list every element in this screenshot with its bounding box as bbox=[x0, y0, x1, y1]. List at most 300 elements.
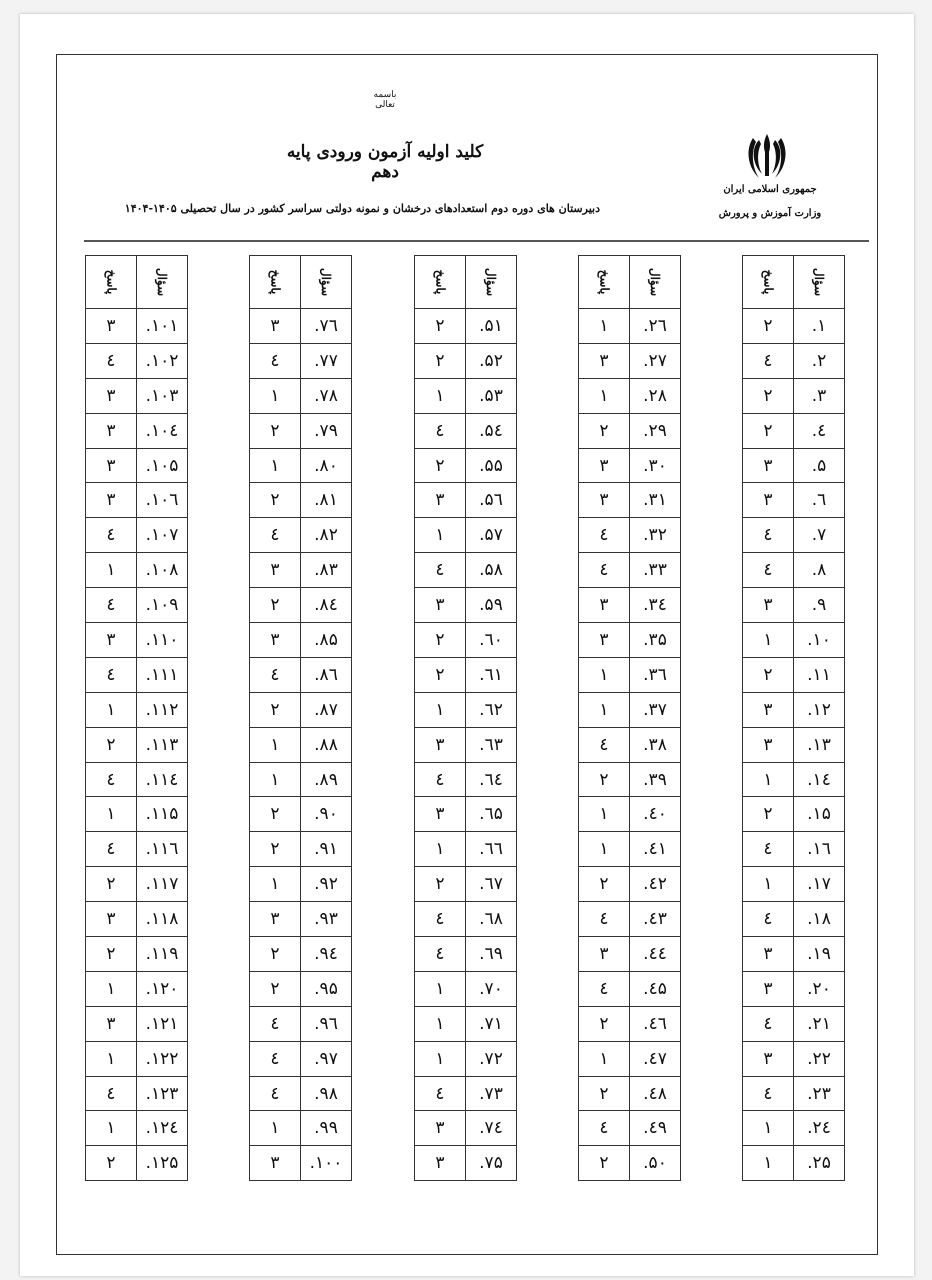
table-row bbox=[579, 832, 681, 867]
answer-cell: ٤ bbox=[415, 553, 466, 588]
answer-cell: ۳ bbox=[250, 309, 301, 344]
answer-cell: ٤ bbox=[743, 1076, 794, 1111]
answer-cell: ۳ bbox=[415, 483, 466, 518]
answer-cell: ۱ bbox=[743, 867, 794, 902]
answer-column-header bbox=[86, 256, 137, 309]
answer-cell: ٤ bbox=[415, 1076, 466, 1111]
table-row bbox=[579, 797, 681, 832]
question-number-cell: .۸٤ bbox=[301, 588, 352, 623]
answer-cell: ٤ bbox=[579, 902, 630, 937]
bismillah-text: باسمه تعالی bbox=[373, 90, 397, 110]
table-row bbox=[415, 553, 517, 588]
answer-cell: ۲ bbox=[250, 413, 301, 448]
table-row bbox=[579, 1041, 681, 1076]
question-number-cell: .۸۷ bbox=[301, 692, 352, 727]
table-row bbox=[86, 588, 188, 623]
table-row bbox=[579, 937, 681, 972]
answer-cell: ٤ bbox=[743, 518, 794, 553]
question-number-cell: .۵۳ bbox=[466, 378, 517, 413]
answer-cell: ۲ bbox=[250, 483, 301, 518]
answer-cell: ۱ bbox=[415, 832, 466, 867]
table-row bbox=[250, 937, 352, 972]
table-row bbox=[415, 727, 517, 762]
table-row bbox=[415, 937, 517, 972]
table-row bbox=[86, 797, 188, 832]
table-row bbox=[579, 692, 681, 727]
answer-cell: ۱ bbox=[743, 1111, 794, 1146]
question-number-cell: .۵۲ bbox=[466, 343, 517, 378]
table-row bbox=[86, 623, 188, 658]
question-number-cell: .۹۷ bbox=[301, 1041, 352, 1076]
table-row bbox=[86, 902, 188, 937]
table-row bbox=[250, 727, 352, 762]
answer-cell: ۳ bbox=[743, 483, 794, 518]
answer-cell: ۲ bbox=[743, 378, 794, 413]
answer-header-label: پاسخ bbox=[267, 269, 282, 295]
answer-cell: ۱ bbox=[86, 1111, 137, 1146]
table-row bbox=[250, 902, 352, 937]
answer-cell: ۳ bbox=[250, 1146, 301, 1181]
answer-cell: ٤ bbox=[579, 1111, 630, 1146]
answer-cell: ٤ bbox=[250, 657, 301, 692]
answer-cell: ۱ bbox=[86, 971, 137, 1006]
table-row bbox=[250, 1111, 352, 1146]
answer-cell: ۱ bbox=[250, 448, 301, 483]
question-header-label: سؤال bbox=[648, 267, 662, 297]
question-number-cell: .۱۵ bbox=[794, 797, 845, 832]
question-number-cell: .۱۲۰ bbox=[137, 971, 188, 1006]
table-row bbox=[743, 343, 845, 378]
table-row bbox=[250, 623, 352, 658]
question-number-cell: .۳۷ bbox=[630, 692, 681, 727]
document-page bbox=[20, 14, 914, 1276]
question-number-cell: .۳ bbox=[794, 378, 845, 413]
answer-cell: ۱ bbox=[250, 762, 301, 797]
question-header-label: سؤال bbox=[484, 267, 498, 297]
answer-cell: ۱ bbox=[579, 797, 630, 832]
answer-cell: ۲ bbox=[415, 343, 466, 378]
answer-cell: ۲ bbox=[579, 1076, 630, 1111]
answer-cell: ۲ bbox=[250, 692, 301, 727]
answer-cell: ۳ bbox=[579, 623, 630, 658]
table-row bbox=[579, 1111, 681, 1146]
answer-cell: ۲ bbox=[86, 727, 137, 762]
table-row bbox=[415, 588, 517, 623]
answer-cell: ۲ bbox=[743, 657, 794, 692]
answer-cell: ۱ bbox=[579, 832, 630, 867]
answer-cell: ۲ bbox=[250, 832, 301, 867]
table-row bbox=[250, 971, 352, 1006]
answer-cell: ۱ bbox=[415, 1041, 466, 1076]
table-row bbox=[250, 413, 352, 448]
table-row bbox=[743, 867, 845, 902]
question-number-cell: .۱۰۲ bbox=[137, 343, 188, 378]
question-number-cell: .۱ bbox=[794, 309, 845, 344]
question-number-cell: .٤ bbox=[794, 413, 845, 448]
answer-cell: ۳ bbox=[743, 692, 794, 727]
question-number-cell: .٤۰ bbox=[630, 797, 681, 832]
answer-cell: ۳ bbox=[579, 588, 630, 623]
question-number-cell: .۱۰۰ bbox=[301, 1146, 352, 1181]
table-row bbox=[250, 657, 352, 692]
question-number-cell: .۱۰۱ bbox=[137, 309, 188, 344]
table-row bbox=[250, 309, 352, 344]
question-number-cell: .۱۰٤ bbox=[137, 413, 188, 448]
table-row bbox=[579, 483, 681, 518]
question-number-cell: .۱۱۵ bbox=[137, 797, 188, 832]
question-number-cell: .۵۱ bbox=[466, 309, 517, 344]
table-row bbox=[415, 1041, 517, 1076]
answer-cell: ۱ bbox=[86, 797, 137, 832]
question-number-cell: .۱۰۷ bbox=[137, 518, 188, 553]
question-number-cell: .۷۱ bbox=[466, 1006, 517, 1041]
question-number-cell: .۵۵ bbox=[466, 448, 517, 483]
answer-cell: ٤ bbox=[86, 588, 137, 623]
table-row bbox=[250, 1146, 352, 1181]
answer-cell: ۱ bbox=[86, 692, 137, 727]
ministry-name: وزارت آموزش و پرورش bbox=[718, 208, 822, 219]
answer-cell: ۱ bbox=[86, 553, 137, 588]
answer-cell: ۲ bbox=[415, 623, 466, 658]
answer-cell: ٤ bbox=[86, 762, 137, 797]
answer-cell: ۲ bbox=[86, 1146, 137, 1181]
question-number-cell: .۵۷ bbox=[466, 518, 517, 553]
table-row bbox=[579, 518, 681, 553]
question-number-cell: .۷۵ bbox=[466, 1146, 517, 1181]
question-number-cell: .۷۰ bbox=[466, 971, 517, 1006]
question-column-header bbox=[137, 256, 188, 309]
table-row bbox=[250, 553, 352, 588]
answer-cell: ٤ bbox=[743, 832, 794, 867]
table-row bbox=[250, 343, 352, 378]
question-number-cell: .۷۲ bbox=[466, 1041, 517, 1076]
table-row bbox=[743, 623, 845, 658]
table-row bbox=[743, 483, 845, 518]
table-row bbox=[743, 448, 845, 483]
table-row bbox=[743, 937, 845, 972]
table-header-row bbox=[579, 256, 681, 309]
question-number-cell: .۱۳ bbox=[794, 727, 845, 762]
question-number-cell: .۳٦ bbox=[630, 657, 681, 692]
answer-cell: ۲ bbox=[579, 1006, 630, 1041]
table-row bbox=[86, 1041, 188, 1076]
table-row bbox=[579, 1076, 681, 1111]
answer-header-label: پاسخ bbox=[432, 269, 447, 295]
question-number-cell: .۱۱ bbox=[794, 657, 845, 692]
answer-cell: ۱ bbox=[743, 623, 794, 658]
answer-cell: ۱ bbox=[579, 692, 630, 727]
answer-table bbox=[85, 255, 188, 1181]
table-row bbox=[415, 413, 517, 448]
answer-cell: ۲ bbox=[579, 1146, 630, 1181]
question-number-cell: .۷٤ bbox=[466, 1111, 517, 1146]
table-row bbox=[579, 867, 681, 902]
question-number-cell: .۸۹ bbox=[301, 762, 352, 797]
question-number-cell: .۹۹ bbox=[301, 1111, 352, 1146]
question-number-cell: .۵۰ bbox=[630, 1146, 681, 1181]
answer-cell: ۳ bbox=[743, 588, 794, 623]
question-number-cell: .۱۱۹ bbox=[137, 937, 188, 972]
question-number-cell: .۱۱۸ bbox=[137, 902, 188, 937]
question-number-cell: .۳٤ bbox=[630, 588, 681, 623]
question-number-cell: .۲۱ bbox=[794, 1006, 845, 1041]
table-row bbox=[415, 623, 517, 658]
question-number-cell: .۹۲ bbox=[301, 867, 352, 902]
answer-cell: ۳ bbox=[743, 448, 794, 483]
question-number-cell: .۹۱ bbox=[301, 832, 352, 867]
answer-cell: ۳ bbox=[743, 937, 794, 972]
answer-table bbox=[249, 255, 352, 1181]
table-row bbox=[743, 971, 845, 1006]
table-row bbox=[743, 1076, 845, 1111]
answer-cell: ۳ bbox=[415, 1111, 466, 1146]
question-number-cell: .۲۲ bbox=[794, 1041, 845, 1076]
question-column-header bbox=[466, 256, 517, 309]
question-column-header bbox=[630, 256, 681, 309]
answer-cell: ۲ bbox=[579, 762, 630, 797]
answer-cell: ۳ bbox=[743, 971, 794, 1006]
table-row bbox=[579, 623, 681, 658]
question-number-cell: .۸۳ bbox=[301, 553, 352, 588]
table-row bbox=[86, 553, 188, 588]
question-number-cell: .۲۸ bbox=[630, 378, 681, 413]
table-row bbox=[579, 902, 681, 937]
table-row bbox=[250, 1006, 352, 1041]
answer-cell: ٤ bbox=[743, 343, 794, 378]
document-subtitle: دبیرستان های دوره دوم استعدادهای درخشان و نمونه دولتی سراسر کشور در سال تحصیلی ۱۴۰۵-۱۴۰۴ bbox=[124, 202, 600, 215]
answer-cell: ۱ bbox=[250, 1111, 301, 1146]
answer-cell: ٤ bbox=[250, 1041, 301, 1076]
table-row bbox=[86, 971, 188, 1006]
answer-cell: ۱ bbox=[415, 518, 466, 553]
answer-cell: ۳ bbox=[579, 448, 630, 483]
question-number-cell: .۸۵ bbox=[301, 623, 352, 658]
table-row bbox=[415, 1076, 517, 1111]
table-row bbox=[415, 1146, 517, 1181]
question-column-header bbox=[794, 256, 845, 309]
table-row bbox=[415, 518, 517, 553]
table-row bbox=[415, 971, 517, 1006]
table-row bbox=[415, 1006, 517, 1041]
answer-cell: ۱ bbox=[579, 309, 630, 344]
question-number-cell: .۱۰۸ bbox=[137, 553, 188, 588]
table-row bbox=[743, 902, 845, 937]
table-row bbox=[743, 309, 845, 344]
question-number-cell: .٤٦ bbox=[630, 1006, 681, 1041]
answer-cell: ٤ bbox=[415, 762, 466, 797]
question-number-cell: .۲۹ bbox=[630, 413, 681, 448]
table-row bbox=[743, 518, 845, 553]
question-number-cell: .۳۹ bbox=[630, 762, 681, 797]
answer-cell: ۳ bbox=[86, 413, 137, 448]
answer-cell: ۳ bbox=[415, 727, 466, 762]
question-number-cell: .٦ bbox=[794, 483, 845, 518]
answer-cell: ۲ bbox=[743, 797, 794, 832]
answer-cell: ۱ bbox=[250, 378, 301, 413]
question-number-cell: .۱۰۹ bbox=[137, 588, 188, 623]
answer-cell: ۳ bbox=[86, 378, 137, 413]
answer-cell: ۲ bbox=[415, 657, 466, 692]
table-row bbox=[415, 657, 517, 692]
question-number-cell: .۷۷ bbox=[301, 343, 352, 378]
table-row bbox=[743, 413, 845, 448]
question-number-cell: .٤۳ bbox=[630, 902, 681, 937]
answer-cell: ۳ bbox=[86, 309, 137, 344]
answer-cell: ۲ bbox=[579, 867, 630, 902]
answer-cell: ۳ bbox=[579, 937, 630, 972]
question-number-cell: .۱۷ bbox=[794, 867, 845, 902]
question-number-cell: .۹۰ bbox=[301, 797, 352, 832]
question-number-cell: .٤۹ bbox=[630, 1111, 681, 1146]
table-row bbox=[743, 832, 845, 867]
table-row bbox=[743, 692, 845, 727]
answer-column-header bbox=[743, 256, 794, 309]
question-number-cell: .۱۲۵ bbox=[137, 1146, 188, 1181]
question-number-cell: .٤۸ bbox=[630, 1076, 681, 1111]
answer-cell: ٤ bbox=[86, 1076, 137, 1111]
table-row bbox=[743, 1041, 845, 1076]
answer-column-header bbox=[579, 256, 630, 309]
answer-cell: ۲ bbox=[743, 413, 794, 448]
answer-cell: ۳ bbox=[86, 902, 137, 937]
table-header-row bbox=[86, 256, 188, 309]
header-divider bbox=[84, 240, 869, 242]
question-number-cell: .۲۵ bbox=[794, 1146, 845, 1181]
question-number-cell: .۹ bbox=[794, 588, 845, 623]
question-number-cell: .۳۸ bbox=[630, 727, 681, 762]
table-row bbox=[579, 1006, 681, 1041]
answer-cell: ۳ bbox=[579, 343, 630, 378]
question-number-cell: .۱۲ bbox=[794, 692, 845, 727]
table-row bbox=[86, 727, 188, 762]
table-row bbox=[579, 378, 681, 413]
answer-cell: ۳ bbox=[579, 483, 630, 518]
question-number-cell: .٤۵ bbox=[630, 971, 681, 1006]
table-row bbox=[86, 309, 188, 344]
table-row bbox=[86, 448, 188, 483]
question-number-cell: .۱۱۳ bbox=[137, 727, 188, 762]
question-number-cell: .۱۱۷ bbox=[137, 867, 188, 902]
question-number-cell: .۸۲ bbox=[301, 518, 352, 553]
table-row bbox=[743, 797, 845, 832]
question-number-cell: .٦۹ bbox=[466, 937, 517, 972]
question-number-cell: .۵۸ bbox=[466, 553, 517, 588]
answer-cell: ٤ bbox=[579, 727, 630, 762]
table-row bbox=[415, 797, 517, 832]
answer-cell: ٤ bbox=[743, 553, 794, 588]
answer-cell: ۱ bbox=[415, 1006, 466, 1041]
question-number-cell: .٦۷ bbox=[466, 867, 517, 902]
table-row bbox=[415, 483, 517, 518]
table-row bbox=[579, 1146, 681, 1181]
question-number-cell: .٦۱ bbox=[466, 657, 517, 692]
answer-cell: ۱ bbox=[743, 1146, 794, 1181]
question-number-cell: .۹۵ bbox=[301, 971, 352, 1006]
table-row bbox=[415, 692, 517, 727]
answer-header-label: پاسخ bbox=[103, 269, 118, 295]
answer-cell: ۲ bbox=[579, 413, 630, 448]
table-row bbox=[86, 413, 188, 448]
answer-cell: ٤ bbox=[579, 553, 630, 588]
question-number-cell: .۲۰ bbox=[794, 971, 845, 1006]
answer-header-label: پاسخ bbox=[760, 269, 775, 295]
answer-cell: ۱ bbox=[415, 378, 466, 413]
answer-table bbox=[742, 255, 845, 1181]
table-row bbox=[743, 1111, 845, 1146]
table-header-row bbox=[415, 256, 517, 309]
table-row bbox=[579, 343, 681, 378]
answer-cell: ٤ bbox=[415, 902, 466, 937]
answer-cell: ۳ bbox=[415, 588, 466, 623]
answer-cell: ۲ bbox=[250, 971, 301, 1006]
answer-cell: ٤ bbox=[250, 518, 301, 553]
answer-cell: ۲ bbox=[415, 309, 466, 344]
question-number-cell: .۳۱ bbox=[630, 483, 681, 518]
answer-cell: ۳ bbox=[86, 623, 137, 658]
question-number-cell: .۹٦ bbox=[301, 1006, 352, 1041]
answer-cell: ٤ bbox=[579, 518, 630, 553]
question-number-cell: .٦۲ bbox=[466, 692, 517, 727]
table-row bbox=[579, 727, 681, 762]
answer-cell: ۲ bbox=[250, 797, 301, 832]
question-number-cell: .۷۸ bbox=[301, 378, 352, 413]
question-number-cell: .۳۳ bbox=[630, 553, 681, 588]
table-row bbox=[86, 518, 188, 553]
answer-cell: ۳ bbox=[415, 797, 466, 832]
answer-cell: ۲ bbox=[415, 867, 466, 902]
question-number-cell: .۱۱۰ bbox=[137, 623, 188, 658]
question-header-label: سؤال bbox=[319, 267, 333, 297]
answer-cell: ٤ bbox=[743, 902, 794, 937]
table-row bbox=[250, 832, 352, 867]
question-number-cell: .۷۹ bbox=[301, 413, 352, 448]
table-header-row bbox=[743, 256, 845, 309]
table-row bbox=[743, 1006, 845, 1041]
question-number-cell: .۱۲۳ bbox=[137, 1076, 188, 1111]
question-number-cell: .۵۹ bbox=[466, 588, 517, 623]
question-number-cell: .۸۸ bbox=[301, 727, 352, 762]
question-number-cell: .۱۰۳ bbox=[137, 378, 188, 413]
question-number-cell: .۲۷ bbox=[630, 343, 681, 378]
answer-cell: ۱ bbox=[415, 971, 466, 1006]
question-number-cell: .۱۸ bbox=[794, 902, 845, 937]
table-row bbox=[415, 448, 517, 483]
answer-cell: ۳ bbox=[415, 1146, 466, 1181]
table-row bbox=[86, 1006, 188, 1041]
answer-cell: ٤ bbox=[86, 657, 137, 692]
question-number-cell: .۲٦ bbox=[630, 309, 681, 344]
table-row bbox=[86, 1076, 188, 1111]
question-number-cell: .۸ bbox=[794, 553, 845, 588]
table-row bbox=[415, 832, 517, 867]
question-number-cell: .۱۱٦ bbox=[137, 832, 188, 867]
answer-cell: ۲ bbox=[86, 867, 137, 902]
table-row bbox=[86, 692, 188, 727]
table-row bbox=[579, 762, 681, 797]
question-number-cell: .۱۱۲ bbox=[137, 692, 188, 727]
answer-column-header bbox=[415, 256, 466, 309]
table-row bbox=[250, 797, 352, 832]
table-row bbox=[743, 657, 845, 692]
answer-cell: ٤ bbox=[250, 1076, 301, 1111]
table-row bbox=[743, 553, 845, 588]
question-number-cell: .۹۸ bbox=[301, 1076, 352, 1111]
table-row bbox=[86, 343, 188, 378]
answer-cell: ۳ bbox=[86, 483, 137, 518]
question-column-header bbox=[301, 256, 352, 309]
answer-cell: ۳ bbox=[86, 448, 137, 483]
iran-emblem-icon bbox=[746, 130, 788, 182]
